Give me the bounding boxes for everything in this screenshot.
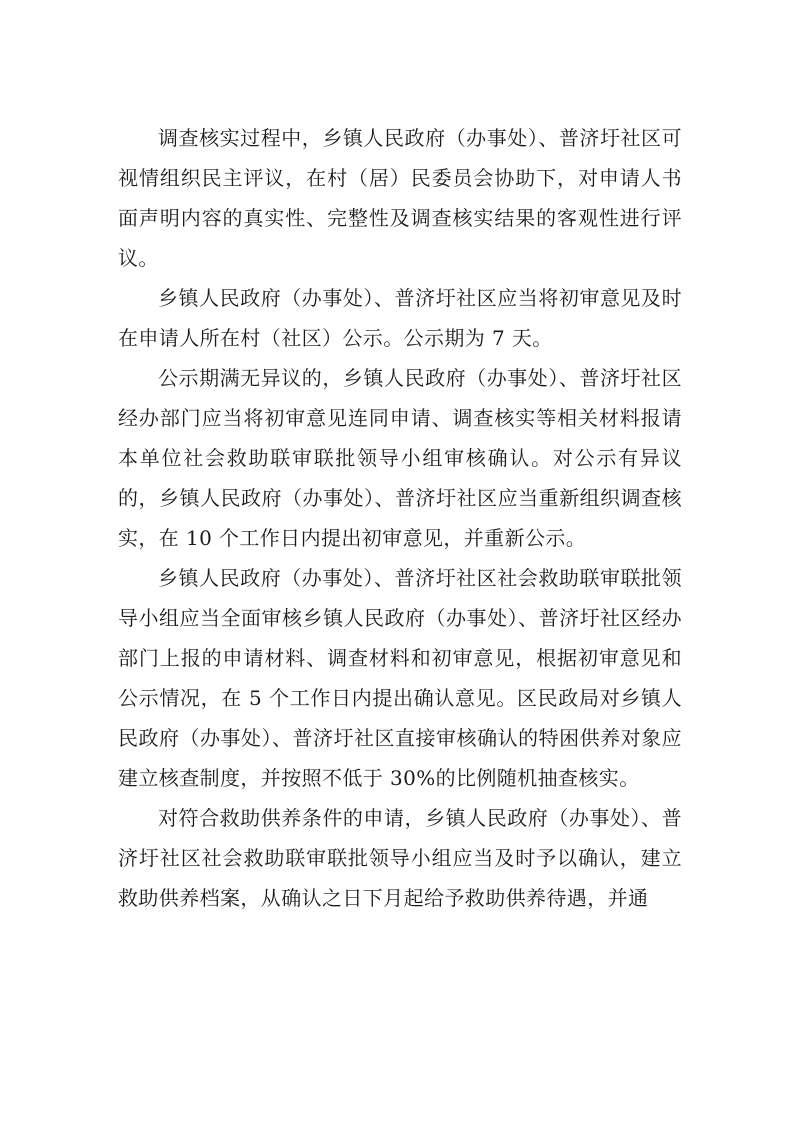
paragraph-2: 乡镇人民政府（办事处）、普济圩社区应当将初审意见及时在申请人所在村（社区）公示。公示期为 7 天。 [118, 286, 682, 350]
paragraph-5: 对符合救助供养条件的申请，乡镇人民政府（办事处）、普济圩社区社会救助联审联批领导小组应当及时予以确认，建立救助供养档案，从确认之日下月起给予救助供养待遇，并通 [118, 806, 682, 910]
paragraph-4: 乡镇人民政府（办事处）、普济圩社区社会救助联审联批领导小组应当全面审核乡镇人民政府（办事处）、普济圩社区经办部门上报的申请材料、调查材料和初审意见，根据初审意见和公示情况，在 5 个工作日内提出确认意见。区民政局对乡镇人民政府（办事处）、普济圩社区直接审核确认的特困供养对象应建立核查制度，并按照不低于 30%的比例随机抽查核实。 [118, 566, 682, 790]
paragraph-1: 调查核实过程中，乡镇人民政府（办事处）、普济圩社区可视情组织民主评议，在村（居）民委员会协助下，对申请人书面声明内容的真实性、完整性及调查核实结果的客观性进行评议。 [118, 126, 682, 270]
document-body [118, 118, 682, 918]
paragraph-3: 公示期满无异议的，乡镇人民政府（办事处）、普济圩社区经办部门应当将初审意见连同申请、调查核实等相关材料报请本单位社会救助联审联批领导小组审核确认。对公示有异议的，乡镇人民政府（办事处）、普济圩社区应当重新组织调查核实，在 10 个工作日内提出初审意见，并重新公示。 [118, 366, 682, 550]
